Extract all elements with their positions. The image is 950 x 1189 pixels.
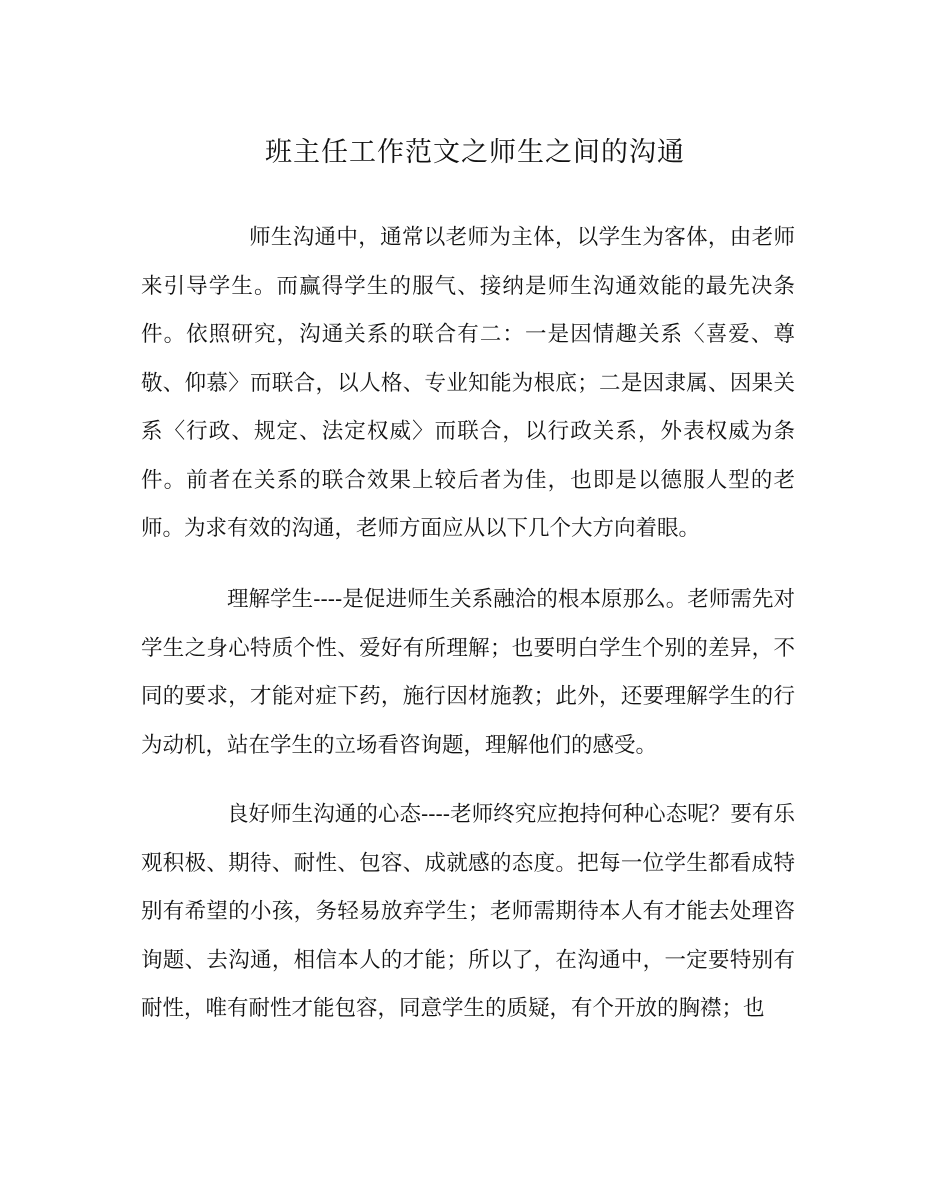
paragraph-1: 师生沟通中，通常以老师为主体，以学生为客体，由老师来引导学生。而赢得学生的服气、接纳是师生沟通效能的最先决条件。依照研究，沟通关系的联合有二：一是因情趣关系〈喜爱、尊敬、仰慕〉而联合，以人格、专业知能为根底；二是因隶属、因果关系〈行政、规定、法定权威〉而联合，以行政关系，外表权威为条件。前者在关系的联合效果上较后者为佳，也即是以德服人型的老师。为求有效的沟通，老师方面应从以下几个大方向着眼。 [141, 225, 795, 541]
paragraph-2: 理解学生----是促进师生关系融洽的根本原那么。老师需先对学生之身心特质个性、爱好有所理解；也要明白学生个别的差异，不同的要求，才能对症下药，施行因材施教；此外，还要理解学生的行为动机，站在学生的立场看咨询题，理解他们的感受。 [141, 587, 795, 758]
document-title: 班主任工作范文之师生之间的沟通 [265, 137, 685, 168]
paragraph-3: 良好师生沟通的心态----老师终究应抱持何种心态呢？要有乐观积极、期待、耐性、包容、成就感的态度。把每一位学生都看成特别有希望的小孩，务轻易放弃学生；老师需期待本人有才能去处理咨询题、去沟通，相信本人的才能；所以了，在沟通中，一定要特别有耐性，唯有耐性才能包容，同意学生的质疑，有个开放的胸襟；也 [141, 802, 795, 1021]
